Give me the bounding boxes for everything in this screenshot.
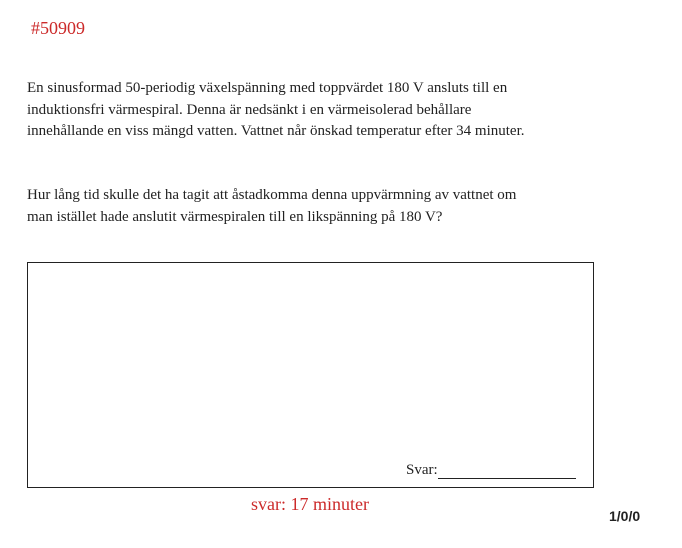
question-line: man istället hade anslutit värmespiralen till en likspänning på 180 V? [27,208,443,225]
svar-answer-line[interactable] [438,462,576,479]
answer-box[interactable] [27,262,594,488]
paragraph-line: induktionsfri värmespiral. Denna är nedsänkt i en värmeisolerad behållare [27,101,472,118]
problem-question [27,185,587,228]
question-line: Hur lång tid skulle det ha tagit att åstadkomma denna uppvärmning av vattnet om [27,187,517,203]
paragraph-line: innehållande en viss mängd vatten. Vattnet når önskad temperatur efter 34 minuter. [27,123,525,139]
svar-field[interactable] [406,462,576,479]
solution-answer: svar: 17 minuter [251,494,369,514]
svar-label: Svar: [406,462,438,478]
problem-paragraph-1 [27,78,587,143]
score-counter: 1/0/0 [609,508,641,524]
problem-id: #50909 [31,18,85,38]
paragraph-line: En sinusformad 50-periodig växelspänning med toppvärdet 180 V ansluts till en [27,80,508,96]
